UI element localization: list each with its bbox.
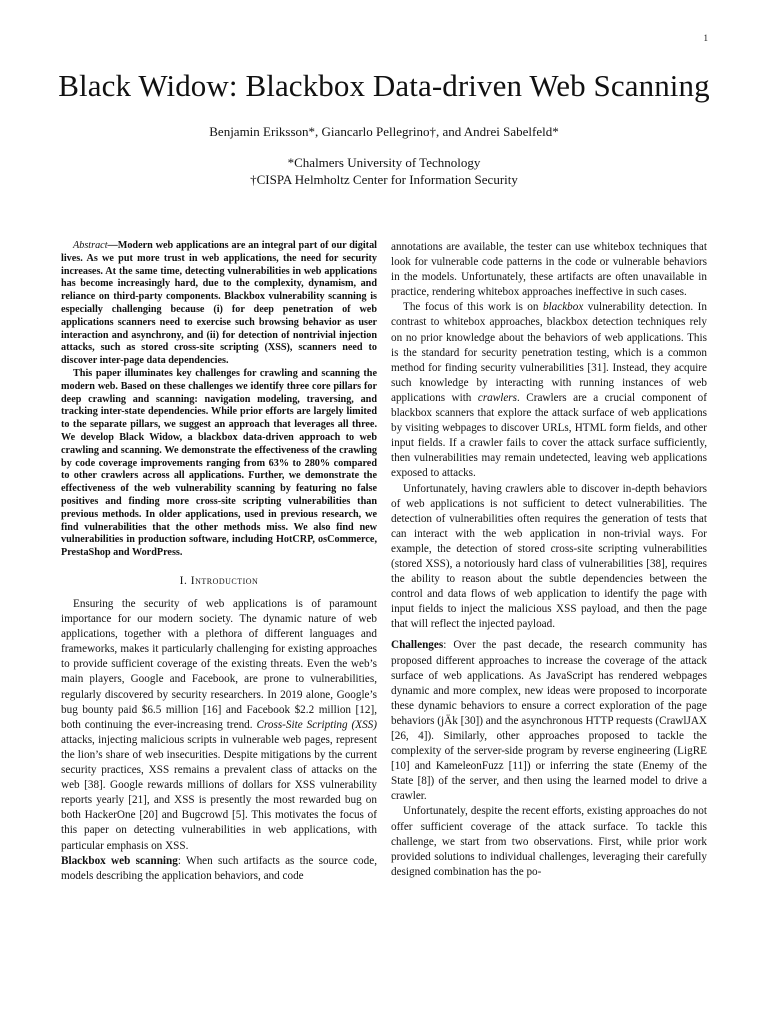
blackbox-text: : When such artifacts as the source code, models describing the application behaviors, and code: [61, 854, 377, 882]
intro-text-b: attacks, injecting malicious scripts in vulnerable web pages, represent the lion’s share of web insecurities. Despite mitigations by the current security practices, XSS remains a prevalent class of attacks on the web [38]. Google rewards millions of dollars for XSS vulnerability reports yearly [21], and XSS is presently the most rewarded bug on both HackerOne [20] and Bugcrowd [5]. This motivates the focus of this paper on detecting vulnerabilities in web applications, with particular emphasis on XSS.: [61, 733, 377, 852]
left-column: [61, 240, 377, 884]
challenges-paragraph: [391, 638, 707, 804]
blackbox-paragraph: [61, 854, 377, 884]
abstract-paragraph-1: [61, 240, 377, 368]
abstract-text-1: Modern web applications are an integral part of our digital lives. As we put more trust in web applications, the need for security increases. At the same time, detecting vulnerabilities in web applications has become increasingly hard, due to the complexity, dynamism, and reliance on third-party components. Blackbox vulnerability scanning is especially challenging because (i) for deep penetration of web applications scanners need to exercise such browsing behavior as user interaction and asynchrony, and (ii) for detection of nontrivial injection attacks, such as stored cross-site scripting (XSS), scanners need to discover inter-page data dependencies.: [61, 240, 377, 367]
right-paragraph-1: annotations are available, the tester can use whitebox techniques that look for vulnerable code patterns in the code or vulnerable behaviors in the models. Unfortunately, these artifacts are often unavailable in practice, rendering whitebox approaches ineffective in such cases.: [391, 241, 707, 299]
section-heading-introduction: I. Introduction: [179, 574, 259, 587]
abstract-dash: —: [107, 240, 118, 251]
challenges-label: Challenges: [391, 639, 444, 652]
page-number: 1: [703, 33, 708, 43]
abstract-label: Abstract: [73, 240, 108, 251]
right-p2-a: The focus of this work is on: [403, 301, 543, 314]
right-column: [391, 240, 707, 880]
intro-text-a: Ensuring the security of web applications is of paramount importance for our modern society. The dynamic nature of web applications, together with a plethora of different languages and frameworks, makes it particularly challenging for existing approaches to provide sufficient coverage of the existing threats. Even the web’s main players, Google and Facebook, are prone to vulnerabilities, regularly discovered by security researchers. In 2019 alone, Google’s bug bounty paid $6.5 million [16] and Facebook $2.2 million [12], both continuing the ever-increasing trend.: [61, 598, 377, 731]
abstract-paragraph-2: This paper illuminates key challenges for crawling and scanning the modern web. Based on these challenges we identify three core pillars for deep crawling and scanning: navigation modeling, traversing, and tracking inter-state dependencies. While prior efforts are largely limited to the separate pillars, we suggest an approach that leverages all three. We develop Black Widow, a blackbox data-driven approach to web crawling and scanning. We demonstrate the effectiveness of the crawling by code coverage improvements ranging from 63% to 280% compared to other crawlers across all applications. Further, we demonstrate the effectiveness of the web vulnerability scanning by featuring no false positives and finding more cross-site scripting vulnerabilities than previous methods. In older applications, used in previous research, we find vulnerabilities that the other methods miss. We also find new vulnerabilities in production software, including HotCRP, osCommerce, PrestaShop and WordPress.: [61, 367, 377, 559]
right-p2-c: . Crawlers are a crucial component of blackbox scanners that explore the attack surface of web applications by visiting webpages to discover URLs, HTML form fields, and other input fields. If a crawler fails to cover the attack surface sufficiently, then vulnerabilities may remain undetected, leaving web applications exposed to attacks.: [391, 391, 707, 480]
affiliation-cispa: †CISPA Helmholtz Center for Information Security: [250, 172, 518, 187]
right-paragraph-2: [391, 300, 707, 481]
abstract: [61, 240, 377, 560]
right-paragraph-5: Unfortunately, despite the recent efforts, existing approaches do not offer sufficient coverage of the attack surface. To tackle this challenge, we start from two observations. First, while prior work provided solutions to individual challenges, leveraging their carefully designed combination has the po-: [391, 805, 707, 878]
intro-italic-xss: Cross-Site Scripting (XSS): [256, 718, 377, 731]
right-p2-b: vulnerability detection. In contrast to whitebox approaches, blackbox detection techniques rely on no prior knowledge about the behaviors of web applications. This is the standard for security penetration testing, which is a common method for finding security vulnerabilities [31]. Instead, they acquire such knowledge by interacting with running instances of web applications with: [391, 301, 707, 404]
italic-crawlers: crawlers: [477, 391, 518, 404]
affiliation-chalmers: *Chalmers University of Technology: [287, 155, 481, 170]
author-list: Benjamin Eriksson*, Giancarlo Pellegrino†, and Andrei Sabelfeld*: [209, 124, 559, 139]
right-paragraph-3: Unfortunately, having crawlers able to discover in-depth behaviors of web applications is not sufficient to detect vulnerabilities. The detection of vulnerabilities often requires the generation of tests that can interact with the web application in non-trivial ways. For example, the detection of stored cross-site scripting vulnerabilities (stored XSS), a notoriously hard class of vulnerabilities [38], requires the ability to reason about the subtle dependencies between the control and data flows of web application to identify the page with input fields to inject the malicious XSS payload, and then the page that will reflect the injected payload.: [391, 482, 707, 631]
paper-title: Black Widow: Blackbox Data-driven Web Scanning: [58, 68, 710, 103]
challenges-text: : Over the past decade, the research community has proposed different approaches to increase the coverage of the attack surface of web applications. As JavaScript has rendered webpages dynamic and more complex, new ideas were proposed to incorporate these dynamic behaviors to ensure a correct exploration of the page behaviors (jÄk [30]) and the asynchronous HTTP requests (CrawlJAX [26, 4]). Similarly, other approaches proposed to tackle the complexity of the server-side program by reverse engineering (LigRE [10] and KameleonFuzz [11]) or inferring the state (Enemy of the State [8]) of the server, and then using the learned model to drive a crawler.: [391, 639, 707, 803]
blackbox-label: Blackbox web scanning: [61, 854, 178, 867]
intro-paragraph-1: [61, 597, 377, 854]
italic-blackbox: blackbox: [542, 301, 584, 314]
